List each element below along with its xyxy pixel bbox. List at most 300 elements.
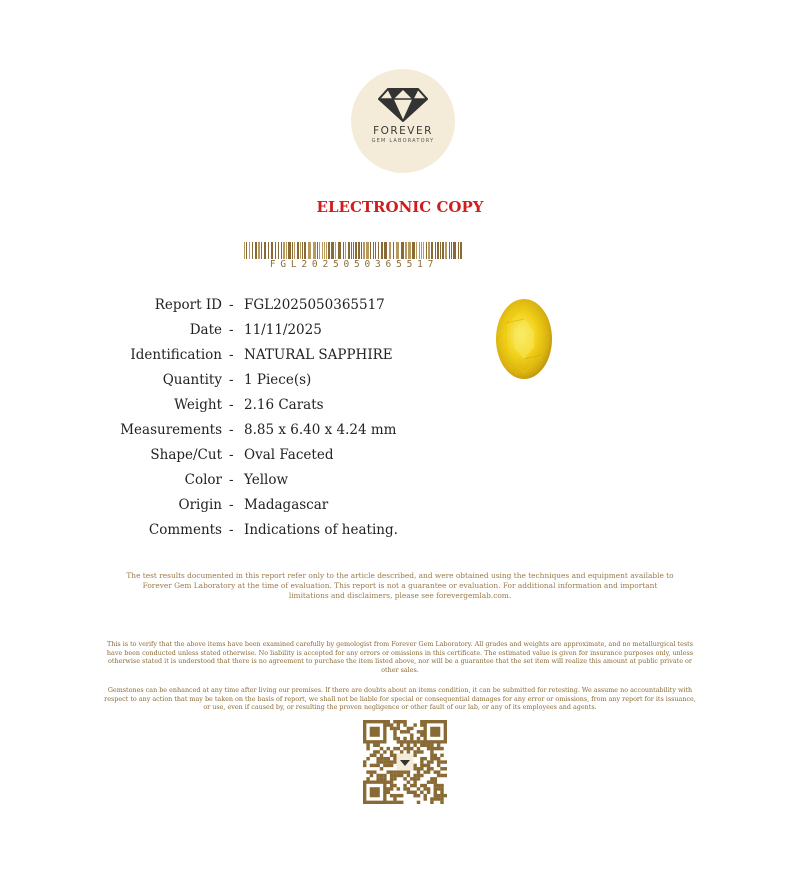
qr-module <box>376 760 379 763</box>
qr-module <box>387 764 390 767</box>
qr-module <box>420 791 423 794</box>
qr-module <box>437 770 440 773</box>
qr-module <box>387 720 390 723</box>
qr-module <box>366 747 369 750</box>
qr-module <box>370 754 373 757</box>
qr-module <box>393 770 396 773</box>
barcode-bar <box>355 242 357 259</box>
qr-module <box>437 787 440 790</box>
test-results-disclaimer: The test results documented in this report refer only to the article described, and were obtained using the techniques and equipment available to Forever Gem Laboratory at the time of evaluation. This report is not a guarantee or evaluation. For additional information and important limitations and disclaimers, please see forevergemlab.com. <box>126 571 674 600</box>
qr-module <box>437 747 440 750</box>
barcode-bar <box>351 242 352 259</box>
barcode-bar <box>412 242 415 259</box>
qr-module <box>393 730 396 733</box>
barcode-bar <box>423 242 424 259</box>
qr-module <box>413 777 416 780</box>
barcode-bar <box>288 242 291 259</box>
qr-module <box>410 747 413 750</box>
qr-module <box>437 764 440 767</box>
qr-module <box>437 774 440 777</box>
qr-module <box>437 760 440 763</box>
logo-name: FOREVER <box>373 125 433 137</box>
qr-module <box>444 794 447 797</box>
qr-module <box>413 784 416 787</box>
qr-module <box>420 767 423 770</box>
qr-module <box>430 767 433 770</box>
qr-module <box>376 744 379 747</box>
qr-module <box>397 747 400 750</box>
qr-module <box>390 750 393 753</box>
qr-module <box>410 777 413 780</box>
qr-module <box>410 784 413 787</box>
qr-module <box>427 760 430 763</box>
qr-module <box>373 744 376 747</box>
qr-module <box>434 791 437 794</box>
barcode-bar <box>246 242 247 259</box>
qr-module <box>427 791 430 794</box>
qr-module <box>366 744 369 747</box>
qr-module <box>376 764 379 767</box>
barcode-bar <box>440 242 441 259</box>
qr-module <box>407 750 410 753</box>
separator: - <box>229 447 234 463</box>
barcode-bar <box>297 242 299 259</box>
separator: - <box>229 472 234 488</box>
barcode-bar <box>255 242 257 259</box>
qr-module <box>440 767 443 770</box>
barcode-bar <box>286 242 287 259</box>
qr-module <box>403 784 406 787</box>
qr-module <box>393 760 396 763</box>
qr-module <box>410 737 413 740</box>
qr-module <box>410 733 413 736</box>
qr-module <box>366 777 369 780</box>
qr-module <box>390 794 393 797</box>
qr-module <box>420 774 423 777</box>
barcode-bar <box>445 242 447 259</box>
qr-module <box>407 740 410 743</box>
row-quantity <box>0 370 500 390</box>
qr-module <box>407 774 410 777</box>
label-date: Date <box>189 322 222 338</box>
qr-module <box>430 744 433 747</box>
barcode-bar <box>375 242 376 259</box>
qr-module <box>390 801 393 804</box>
barcode-bar <box>271 242 273 259</box>
row-color <box>0 470 500 490</box>
qr-module <box>373 750 376 753</box>
qr-module <box>413 740 416 743</box>
barcode-bar <box>319 242 320 259</box>
qr-module <box>413 774 416 777</box>
qr-module <box>370 770 373 773</box>
qr-module <box>400 730 403 733</box>
barcode-bar <box>363 242 365 259</box>
barcode-bar <box>442 242 444 259</box>
qr-module <box>380 757 383 760</box>
barcode-bar <box>283 242 285 259</box>
label-shape-cut: Shape/Cut <box>150 447 222 463</box>
qr-module <box>390 787 393 790</box>
separator: - <box>229 397 234 413</box>
barcode-bar <box>302 242 303 259</box>
qr-module <box>387 757 390 760</box>
barcode-bar <box>278 242 279 259</box>
qr-module <box>420 784 423 787</box>
qr-module <box>434 787 437 790</box>
logo-subtitle: GEM LABORATORY <box>371 138 435 144</box>
qr-finder-pattern <box>365 722 385 742</box>
separator: - <box>229 422 234 438</box>
qr-module <box>437 794 440 797</box>
barcode-bar <box>345 242 346 259</box>
barcode-bar <box>460 242 462 259</box>
qr-module <box>376 774 379 777</box>
qr-module <box>380 777 383 780</box>
qr-module <box>373 764 376 767</box>
qr-module <box>440 747 443 750</box>
qr-module <box>397 794 400 797</box>
qr-module <box>444 774 447 777</box>
barcode-bar <box>304 242 306 259</box>
label-color: Color <box>184 472 222 488</box>
qr-module <box>387 770 390 773</box>
qr-module <box>387 780 390 783</box>
qr-module <box>383 774 386 777</box>
qr-module <box>427 780 430 783</box>
barcode-bar <box>338 242 341 259</box>
qr-module <box>366 757 369 760</box>
qr-module <box>417 774 420 777</box>
barcode-bar <box>366 242 369 259</box>
qr-module <box>413 744 416 747</box>
qr-module <box>440 797 443 800</box>
qr-module <box>434 797 437 800</box>
qr-module <box>410 791 413 794</box>
qr-module <box>407 787 410 790</box>
qr-module <box>427 744 430 747</box>
barcode-bar <box>416 242 417 259</box>
separator: - <box>229 297 234 313</box>
qr-module <box>366 770 369 773</box>
qr-module <box>420 723 423 726</box>
qr-module <box>393 737 396 740</box>
qr-module <box>387 787 390 790</box>
qr-module <box>400 750 403 753</box>
qr-module <box>444 760 447 763</box>
barcode-number: FGL2025050365517 <box>269 259 439 270</box>
qr-module <box>423 797 426 800</box>
verification-disclaimer: This is to verify that the above items have been examined carefully by gemologist from Forever Gem Laboratory. All grades and weights are approximate, and no metallurgical tests have been conducted unless stated otherwise. No liability is accepted for any errors or omissions in this certificate. The estimated value is given for insurance purposes only, unless otherwise stated it is understood that there is no agreement to purchase the item listed above, nor will be a guarantee that the set item will realize this amount at public private or other sales. <box>106 640 694 674</box>
qr-module <box>430 797 433 800</box>
qr-module <box>413 791 416 794</box>
qr-module <box>387 801 390 804</box>
electronic-copy-heading: ELECTRONIC COPY <box>316 198 484 216</box>
qr-module <box>363 760 366 763</box>
qr-module <box>430 750 433 753</box>
barcode <box>244 242 464 259</box>
barcode-bar <box>268 242 269 259</box>
label-measurements: Measurements <box>120 422 222 438</box>
barcode-bar <box>348 242 350 259</box>
qr-module <box>440 787 443 790</box>
qr-module <box>427 747 430 750</box>
qr-module <box>430 757 433 760</box>
qr-module <box>397 723 400 726</box>
qr-module <box>397 737 400 740</box>
value-color: Yellow <box>244 472 289 488</box>
barcode-bar <box>308 242 311 259</box>
qr-module <box>390 777 393 780</box>
qr-module <box>387 747 390 750</box>
qr-module <box>434 784 437 787</box>
qr-module <box>403 777 406 780</box>
qr-module <box>417 747 420 750</box>
barcode-bar <box>331 242 334 259</box>
qr-module <box>413 794 416 797</box>
qr-module <box>430 777 433 780</box>
barcode-bar <box>317 242 318 259</box>
qr-module <box>397 770 400 773</box>
qr-module <box>434 777 437 780</box>
qr-module <box>383 764 386 767</box>
qr-module <box>410 740 413 743</box>
qr-module <box>390 727 393 730</box>
qr-module <box>437 797 440 800</box>
qr-module <box>417 787 420 790</box>
label-quantity: Quantity <box>162 372 222 388</box>
barcode-bar <box>300 242 301 259</box>
qr-module <box>430 780 433 783</box>
qr-finder-pattern <box>365 782 385 802</box>
qr-module <box>397 720 400 723</box>
barcode-bar <box>453 242 456 259</box>
qr-module <box>420 733 423 736</box>
qr-module <box>400 770 403 773</box>
qr-module <box>420 757 423 760</box>
barcode-bar <box>449 242 450 259</box>
qr-module <box>393 727 396 730</box>
barcode-bar <box>294 242 295 259</box>
row-weight <box>0 395 500 415</box>
value-shape-cut: Oval Faceted <box>244 447 334 463</box>
qr-module <box>380 747 383 750</box>
barcode-bar <box>324 242 325 259</box>
qr-module <box>423 757 426 760</box>
barcode-bar <box>249 242 250 259</box>
qr-module <box>383 757 386 760</box>
qr-module <box>393 747 396 750</box>
barcode-bar <box>264 242 266 259</box>
qr-module <box>430 747 433 750</box>
qr-module <box>403 737 406 740</box>
barcode-bar <box>244 242 245 259</box>
qr-module <box>437 757 440 760</box>
barcode-bar <box>458 242 459 259</box>
qr-module <box>407 780 410 783</box>
qr-module <box>403 740 406 743</box>
qr-module <box>380 754 383 757</box>
qr-module <box>413 764 416 767</box>
qr-module <box>393 777 396 780</box>
qr-code-icon[interactable] <box>363 720 447 804</box>
qr-module <box>400 794 403 797</box>
qr-module <box>390 784 393 787</box>
barcode-bar <box>328 242 330 259</box>
enhancement-disclaimer: Gemstones can be enhanced at any time after living our premises. If there are doubts about an items condition, it can be submitted for retesting. We assume no accountability with respect to any action that may be taken on the basis of report, we shall not be liable for special or consequential damages for any error or omissions, from any report for its issuance, or use, even if caused by, or resulting the proven negligence or other fault of our lab, or any of its employees and agents. <box>104 686 696 711</box>
label-identification: Identification <box>130 347 222 363</box>
qr-module <box>434 754 437 757</box>
barcode-bar <box>275 242 276 259</box>
row-identification <box>0 345 500 365</box>
qr-module <box>440 791 443 794</box>
qr-module <box>407 770 410 773</box>
qr-module <box>403 787 406 790</box>
qr-module <box>427 764 430 767</box>
qr-module <box>387 760 390 763</box>
qr-module <box>393 774 396 777</box>
value-quantity: 1 Piece(s) <box>244 372 312 388</box>
qr-module <box>380 760 383 763</box>
qr-module <box>373 770 376 773</box>
qr-module <box>390 764 393 767</box>
qr-module <box>420 764 423 767</box>
value-origin: Madagascar <box>244 497 329 513</box>
barcode-bar <box>419 242 420 259</box>
qr-module <box>427 767 430 770</box>
qr-module <box>407 744 410 747</box>
label-comments: Comments <box>148 522 222 538</box>
qr-module <box>400 740 403 743</box>
qr-module <box>387 791 390 794</box>
qr-module <box>380 774 383 777</box>
qr-module <box>430 801 433 804</box>
qr-module <box>403 747 406 750</box>
barcode-bar <box>426 242 427 259</box>
qr-module <box>400 720 403 723</box>
qr-module <box>400 774 403 777</box>
qr-module <box>403 770 406 773</box>
qr-module <box>434 780 437 783</box>
qr-module <box>437 744 440 747</box>
qr-module <box>434 757 437 760</box>
qr-module <box>387 723 390 726</box>
qr-module <box>393 754 396 757</box>
qr-module <box>407 747 410 750</box>
qr-module <box>417 794 420 797</box>
row-origin <box>0 495 500 515</box>
row-date <box>0 320 500 340</box>
qr-module <box>417 750 420 753</box>
barcode-bar <box>370 242 371 259</box>
row-report-id <box>0 295 500 315</box>
qr-module <box>427 787 430 790</box>
qr-finder-pattern <box>425 722 445 742</box>
qr-module <box>393 720 396 723</box>
label-origin: Origin <box>178 497 222 513</box>
value-report-id: FGL2025050365517 <box>244 297 385 313</box>
qr-module <box>390 760 393 763</box>
qr-module <box>363 764 366 767</box>
qr-module <box>413 754 416 757</box>
qr-module <box>397 801 400 804</box>
barcode-bar <box>343 242 344 259</box>
qr-module <box>383 777 386 780</box>
qr-module <box>390 780 393 783</box>
qr-module <box>423 764 426 767</box>
qr-module <box>370 774 373 777</box>
label-report-id: Report ID <box>154 297 222 313</box>
qr-module <box>403 723 406 726</box>
qr-module <box>440 794 443 797</box>
barcode-bar <box>252 242 253 259</box>
qr-module <box>423 787 426 790</box>
qr-module <box>390 774 393 777</box>
qr-module <box>407 730 410 733</box>
barcode-bar <box>335 242 336 259</box>
qr-module <box>440 774 443 777</box>
qr-module <box>400 801 403 804</box>
value-identification: NATURAL SAPPHIRE <box>244 347 393 363</box>
qr-module <box>423 770 426 773</box>
qr-module <box>413 750 416 753</box>
qr-module <box>420 730 423 733</box>
barcode-bar <box>428 242 430 259</box>
barcode-bar <box>322 242 323 259</box>
row-measurements <box>0 420 500 440</box>
qr-module <box>440 784 443 787</box>
barcode-bar <box>451 242 452 259</box>
qr-module <box>413 767 416 770</box>
qr-module <box>427 770 430 773</box>
qr-module <box>407 727 410 730</box>
separator: - <box>229 372 234 388</box>
qr-module <box>423 784 426 787</box>
barcode-bar <box>437 242 439 259</box>
qr-module <box>434 747 437 750</box>
barcode-bar <box>393 242 394 259</box>
qr-module <box>400 744 403 747</box>
barcode-bar <box>389 242 391 259</box>
qr-module <box>444 767 447 770</box>
value-comments: Indications of heating. <box>244 522 398 538</box>
barcode-bar <box>261 242 262 259</box>
qr-module <box>440 760 443 763</box>
barcode-bar <box>396 242 399 259</box>
qr-module <box>413 723 416 726</box>
qr-module <box>376 777 379 780</box>
separator: - <box>229 497 234 513</box>
barcode-bar <box>281 242 282 259</box>
qr-module <box>393 801 396 804</box>
barcode-bar <box>384 242 387 259</box>
separator: - <box>229 347 234 363</box>
qr-module <box>437 784 440 787</box>
qr-module <box>417 770 420 773</box>
qr-module <box>393 733 396 736</box>
barcode-bar <box>358 242 360 259</box>
qr-module <box>383 760 386 763</box>
qr-module <box>420 744 423 747</box>
qr-module <box>420 740 423 743</box>
qr-module <box>376 757 379 760</box>
barcode-bar <box>401 242 404 259</box>
qr-module <box>390 770 393 773</box>
qr-module <box>434 794 437 797</box>
qr-module <box>403 730 406 733</box>
barcode-bar <box>373 242 374 259</box>
barcode-bar <box>421 242 422 259</box>
